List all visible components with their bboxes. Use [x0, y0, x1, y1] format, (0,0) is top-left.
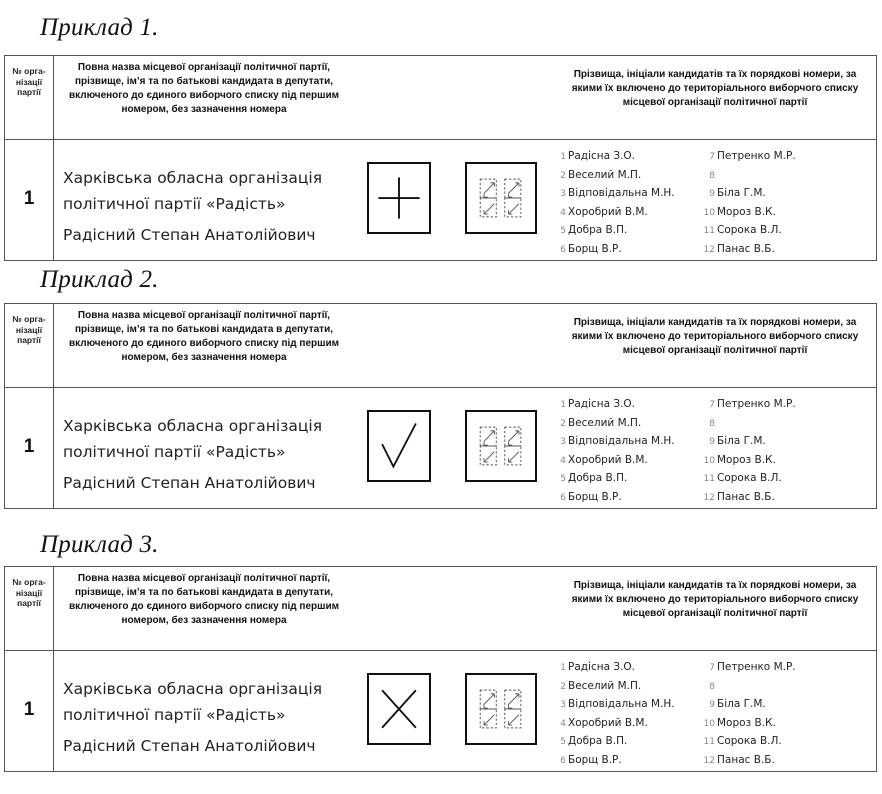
candidate-number: 8: [709, 681, 715, 692]
candidate-number-box[interactable]: [465, 410, 537, 482]
check-mark-icon: [369, 412, 429, 480]
candidate-column-2: [703, 148, 796, 259]
candidate-number: 5: [560, 737, 566, 747]
candidate-item: [557, 715, 675, 734]
candidate-name: Мороз В.К.: [717, 453, 776, 466]
candidate-name: Радісна З.О.: [568, 150, 636, 162]
party-name-line1: Харківська обласна організація: [63, 169, 323, 187]
candidate-number: 12: [703, 244, 715, 255]
candidate-item: [703, 715, 796, 734]
candidate-item: [557, 452, 675, 471]
column-divider: [53, 304, 54, 387]
party-number: 1: [23, 436, 35, 457]
candidate-number: 7: [709, 400, 715, 410]
candidate-item: [703, 204, 796, 223]
party-leader: Радісний Степан Анатолійович: [63, 474, 316, 492]
candidate-item: [703, 433, 796, 452]
ballot-table: [4, 55, 877, 261]
candidate-number: 12: [703, 492, 715, 503]
candidate-item: [557, 733, 675, 752]
candidate-name: Хоробрий В.М.: [568, 716, 648, 729]
candidate-number: 6: [560, 492, 566, 503]
candidate-item: [557, 148, 675, 167]
candidate-item: [703, 733, 796, 752]
candidate-item: [557, 433, 675, 452]
candidate-item: [557, 696, 675, 715]
number-entry-grid-icon: [467, 412, 535, 480]
candidate-name: Біла Г.М.: [717, 698, 766, 710]
candidate-name: Мороз В.К.: [717, 205, 776, 218]
candidate-item: [703, 678, 796, 697]
number-entry-grid-icon: [467, 164, 535, 232]
candidate-number: 2: [560, 681, 566, 692]
candidate-item: [703, 415, 796, 434]
party-name-line1: Харківська обласна організація: [63, 417, 323, 435]
header-candidates: Прізвища, ініціали кандидатів та їх порядкові номери, за якими їх включено до територіального виборчого списку місцевої організації політичної партії: [571, 69, 859, 108]
candidate-name: Відповідальна М.Н.: [568, 187, 675, 199]
party-name-line2: політичної партії «Радість»: [63, 706, 286, 724]
candidate-number: 10: [703, 455, 715, 466]
candidate-item: [557, 241, 675, 260]
candidate-item: [703, 470, 796, 489]
candidate-number: 7: [709, 663, 715, 673]
column-divider: [53, 56, 54, 139]
candidate-name: Петренко М.Р.: [717, 661, 796, 673]
candidate-column-2: [703, 396, 796, 507]
candidate-name: Радісна З.О.: [568, 661, 636, 673]
candidate-name: Сорока В.Л.: [717, 735, 782, 747]
candidate-name: Петренко М.Р.: [717, 398, 796, 410]
party-name-line1: Харківська обласна організація: [63, 680, 323, 698]
candidate-name: Відповідальна М.Н.: [568, 435, 675, 447]
candidate-number: 1: [560, 663, 566, 673]
candidate-number: 7: [709, 152, 715, 162]
candidate-number: 3: [560, 700, 566, 710]
candidate-item: [557, 222, 675, 241]
candidate-number: 3: [560, 189, 566, 199]
candidate-number: 9: [709, 189, 715, 199]
example-title: Приклад 2.: [40, 266, 159, 293]
candidate-name: Борщ В.Р.: [568, 490, 622, 503]
candidate-item: [703, 167, 796, 186]
header-candidates: Прізвища, ініціали кандидатів та їх порядкові номери, за якими їх включено до територіального виборчого списку місцевої організації політичної партії: [571, 317, 859, 356]
candidate-item: [703, 396, 796, 415]
candidate-number: 11: [703, 474, 715, 484]
candidate-column-1: [557, 659, 675, 770]
candidate-item: [703, 222, 796, 241]
candidate-item: [703, 452, 796, 471]
vote-mark-box[interactable]: [367, 410, 431, 482]
candidate-number-box[interactable]: [465, 673, 537, 745]
party-name-line2: політичної партії «Радість»: [63, 443, 286, 461]
candidate-number: 4: [560, 455, 566, 466]
table-row: [5, 651, 876, 771]
candidate-number: 8: [709, 418, 715, 429]
table-row: [5, 388, 876, 508]
candidate-item: [703, 659, 796, 678]
candidate-name: Веселий М.П.: [568, 679, 642, 692]
party-name-line2: політичної партії «Радість»: [63, 195, 286, 213]
candidate-name: Хоробрий В.М.: [568, 453, 648, 466]
candidate-name: Біла Г.М.: [717, 187, 766, 199]
candidate-column-1: [557, 148, 675, 259]
party-leader: Радісний Степан Анатолійович: [63, 737, 316, 755]
ballot-table: [4, 566, 877, 772]
column-divider: [53, 651, 54, 771]
candidate-name: Мороз В.К.: [717, 716, 776, 729]
candidate-item: [557, 185, 675, 204]
candidate-number: 5: [560, 474, 566, 484]
candidate-number: 10: [703, 718, 715, 729]
header-candidates: Прізвища, ініціали кандидатів та їх порядкові номери, за якими їх включено до територіального виборчого списку місцевої організації політичної партії: [571, 580, 859, 619]
candidate-name: Борщ В.Р.: [568, 242, 622, 255]
candidate-number: 8: [709, 170, 715, 181]
candidate-name: Сорока В.Л.: [717, 472, 782, 484]
candidate-item: [703, 696, 796, 715]
header-party-name: Повна назва місцевої організації політичної партії, прізвище, ім’я та по батькові кандидата в депутати, включеного до єдиного виборчого списку під першим номером, без зазначення номера: [68, 310, 339, 363]
candidate-name: Хоробрий В.М.: [568, 205, 648, 218]
candidate-item: [703, 489, 796, 508]
header-party-number: № орга-нізації партії: [12, 66, 46, 97]
candidate-number: 6: [560, 755, 566, 766]
candidate-number: 6: [560, 244, 566, 255]
candidate-item: [703, 148, 796, 167]
candidate-number: 4: [560, 718, 566, 729]
candidate-item: [557, 396, 675, 415]
candidate-number: 3: [560, 437, 566, 447]
candidate-item: [557, 415, 675, 434]
candidate-item: [557, 659, 675, 678]
vote-mark-box[interactable]: [367, 162, 431, 234]
candidate-number: 2: [560, 170, 566, 181]
table-header: [5, 304, 876, 388]
candidate-name: Веселий М.П.: [568, 416, 642, 429]
candidate-item: [557, 167, 675, 186]
header-party-number: № орга-нізації партії: [12, 314, 46, 345]
party-name-block: [63, 676, 322, 759]
party-number: 1: [23, 699, 35, 720]
cross-mark-icon: [369, 675, 429, 743]
candidate-name: Веселий М.П.: [568, 168, 642, 181]
candidate-name: Панас В.Б.: [717, 753, 775, 766]
table-row: [5, 140, 876, 260]
party-name-block: [63, 413, 322, 496]
candidate-name: Добра В.П.: [568, 735, 628, 747]
candidate-name: Петренко М.Р.: [717, 150, 796, 162]
number-entry-grid-icon: [467, 675, 535, 743]
candidate-item: [557, 678, 675, 697]
example-title: Приклад 1.: [40, 14, 159, 41]
candidate-number-box[interactable]: [465, 162, 537, 234]
plus-mark-icon: [369, 164, 429, 232]
candidate-name: Відповідальна М.Н.: [568, 698, 675, 710]
candidate-name: Добра В.П.: [568, 472, 628, 484]
candidate-item: [703, 185, 796, 204]
candidate-number: 5: [560, 226, 566, 236]
candidate-item: [557, 204, 675, 223]
column-divider: [53, 567, 54, 650]
candidate-column-1: [557, 396, 675, 507]
candidate-number: 11: [703, 226, 715, 236]
column-divider: [53, 140, 54, 260]
party-number: 1: [23, 188, 35, 209]
table-header: [5, 56, 876, 140]
header-party-name: Повна назва місцевої організації політичної партії, прізвище, ім’я та по батькові кандидата в депутати, включеного до єдиного виборчого списку під першим номером, без зазначення номера: [68, 62, 339, 115]
candidate-item: [703, 752, 796, 771]
candidate-name: Добра В.П.: [568, 224, 628, 236]
candidate-number: 12: [703, 755, 715, 766]
candidate-name: Радісна З.О.: [568, 398, 636, 410]
party-leader: Радісний Степан Анатолійович: [63, 226, 316, 244]
candidate-name: Панас В.Б.: [717, 242, 775, 255]
candidate-item: [557, 470, 675, 489]
candidate-name: Борщ В.Р.: [568, 753, 622, 766]
table-header: [5, 567, 876, 651]
candidate-number: 4: [560, 207, 566, 218]
example-title: Приклад 3.: [40, 531, 159, 558]
candidate-number: 11: [703, 737, 715, 747]
header-party-number: № орга-нізації партії: [12, 577, 46, 608]
ballot-table: [4, 303, 877, 509]
candidate-number: 10: [703, 207, 715, 218]
candidate-number: 1: [560, 400, 566, 410]
candidate-name: Сорока В.Л.: [717, 224, 782, 236]
party-name-block: [63, 165, 322, 248]
candidate-number: 9: [709, 437, 715, 447]
candidate-item: [703, 241, 796, 260]
column-divider: [53, 388, 54, 508]
vote-mark-box[interactable]: [367, 673, 431, 745]
candidate-number: 2: [560, 418, 566, 429]
header-party-name: Повна назва місцевої організації політичної партії, прізвище, ім’я та по батькові кандидата в депутати, включеного до єдиного виборчого списку під першим номером, без зазначення номера: [68, 573, 339, 626]
candidate-item: [557, 489, 675, 508]
candidate-column-2: [703, 659, 796, 770]
candidate-number: 9: [709, 700, 715, 710]
candidate-name: Панас В.Б.: [717, 490, 775, 503]
candidate-item: [557, 752, 675, 771]
candidate-number: 1: [560, 152, 566, 162]
candidate-name: Біла Г.М.: [717, 435, 766, 447]
